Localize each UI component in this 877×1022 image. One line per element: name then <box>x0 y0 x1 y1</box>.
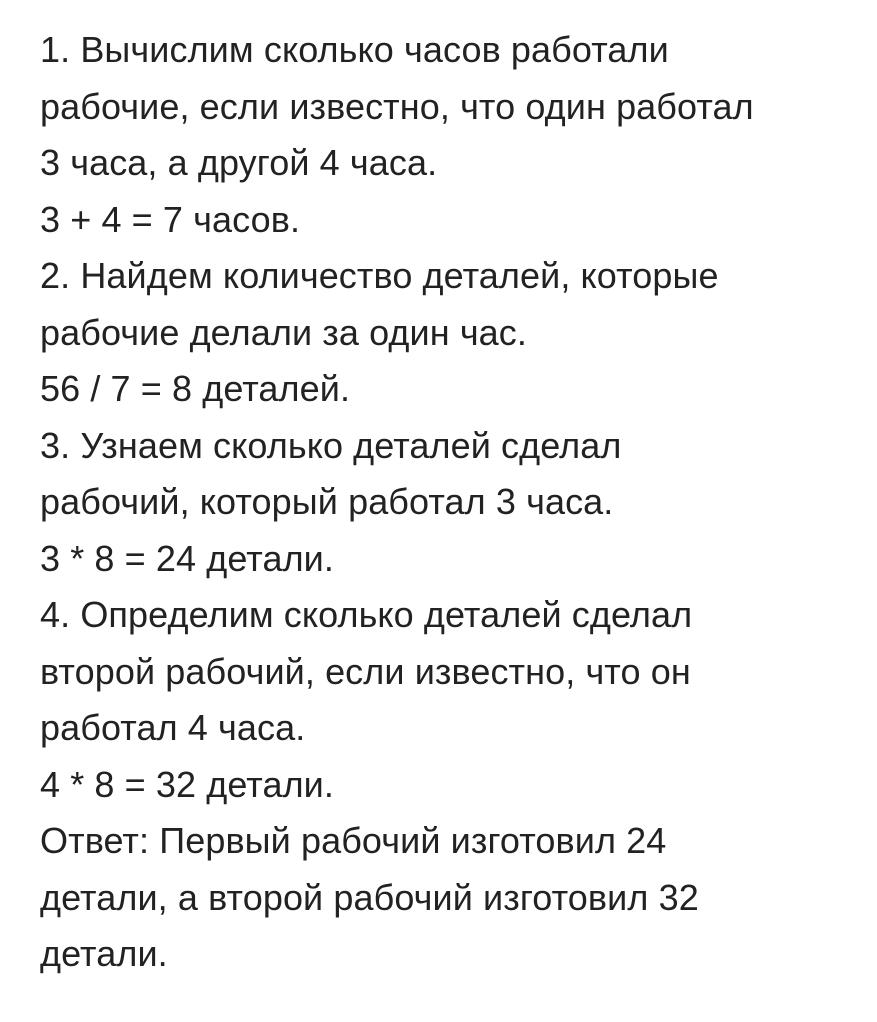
step-3-heading-line-2: рабочий, который работал 3 часа. <box>40 481 614 522</box>
solution-text <box>40 22 860 983</box>
step-2-heading-line-1: 2. Найдем количество деталей, которые <box>40 255 719 296</box>
step-1-heading-line-3: 3 часа, а другой 4 часа. <box>40 142 438 183</box>
answer-line-1: Ответ: Первый рабочий изготовил 24 <box>40 820 667 861</box>
answer-line-2: детали, а второй рабочий изготовил 32 <box>40 876 699 918</box>
step-3-calculation: 3 * 8 = 24 детали. <box>40 537 334 579</box>
step-2-heading-line-2: рабочие делали за один час. <box>40 311 527 353</box>
step-1-heading-line-2: рабочие, если известно, что один работал <box>40 85 754 127</box>
step-4-heading-line-3: работал 4 часа. <box>40 707 306 748</box>
step-2-calculation: 56 / 7 = 8 деталей. <box>40 368 351 409</box>
step-4-heading-line-2: второй рабочий, если известно, что он <box>40 650 691 692</box>
step-4-calculation: 4 * 8 = 32 детали. <box>40 763 334 805</box>
step-4-heading-line-1: 4. Определим сколько деталей сделал <box>40 594 693 635</box>
step-3-heading-line-1: 3. Узнаем сколько деталей сделал <box>40 424 622 466</box>
answer-line-3: детали. <box>40 933 168 974</box>
step-1-calculation: 3 + 4 = 7 часов. <box>40 198 301 240</box>
step-1-heading-line-1: 1. Вычислим сколько часов работали <box>40 29 669 70</box>
